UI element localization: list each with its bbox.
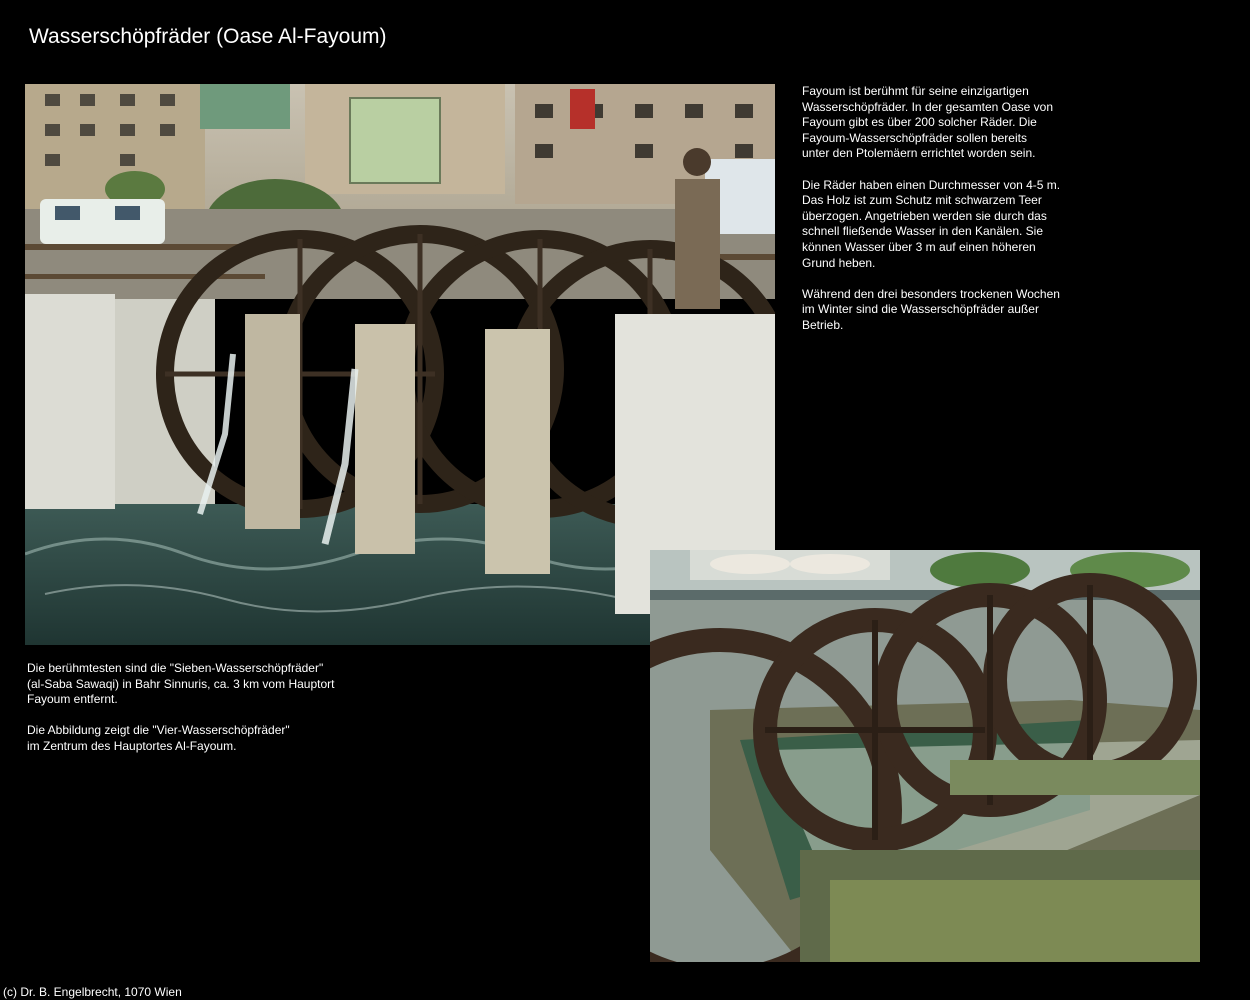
paragraph: Die berühmtesten sind die "Sieben-Wasserschöpfräder" (al-Saba Sawaqi) in Bahr Sinnuris, ca. 3 km vom Hauptort Fayoum entfernt. bbox=[27, 661, 335, 707]
paragraph: Die Abbildung zeigt die "Vier-Wasserschöpfräder" im Zentrum des Hauptortes Al-Fayoum. bbox=[27, 723, 290, 753]
page-title: Wasserschöpfräder (Oase Al-Fayoum) bbox=[29, 25, 387, 48]
paragraph: Die Räder haben einen Durchmesser von 4-5 m. Das Holz ist zum Schutz mit schwarzem Teer überzogen. Angetrieben werden sie durch das schnell fließende Wasser in den Kanälen. Sie können Wasser über 3 m auf einen höheren Grund heben. bbox=[802, 177, 1061, 270]
paragraph: Fayoum ist berühmt für seine einzigartigen Wasserschöpfräder. In der gesamten Oase von Fayoum gibt es über 200 solcher Räder. Die Fayoum-Wasserschöpfräder sollen bereits unter den Ptolemäern errichtet worden sein. bbox=[802, 84, 1054, 161]
description-right bbox=[802, 84, 1077, 349]
photo-water-wheels-channel bbox=[650, 550, 1200, 962]
description-left bbox=[27, 661, 357, 770]
copyright-notice: (c) Dr. B. Engelbrecht, 1070 Wien bbox=[3, 985, 182, 999]
paragraph: Während den drei besonders trockenen Wochen im Winter sind die Wasserschöpfräder außer Betrieb. bbox=[802, 286, 1060, 332]
